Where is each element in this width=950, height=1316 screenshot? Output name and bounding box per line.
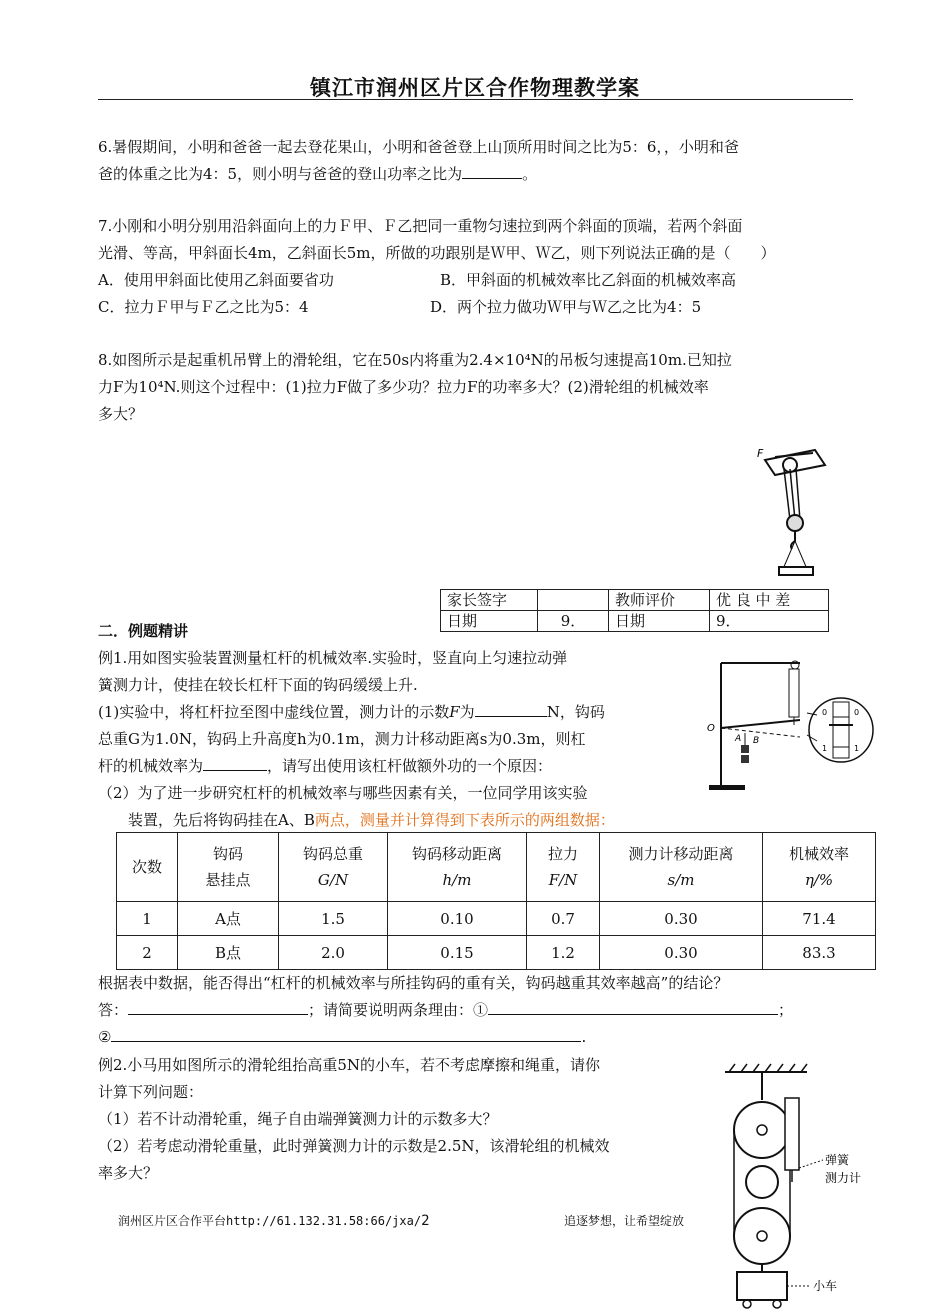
example-1-conclusion: [98, 970, 858, 1051]
lever-a-label: A: [735, 734, 742, 744]
table-cell: 71.4: [763, 902, 876, 936]
question-6: [98, 134, 858, 188]
table-cell: B点: [178, 936, 279, 970]
q6-line1: 6.暑假期间，小明和爸爸一起去登花果山，小明和爸爸登上山顶所用时间之比为5：6，，小明和爸: [98, 138, 739, 156]
table-cell: 0.30: [600, 902, 763, 936]
q7-option-b[interactable]: B．甲斜面的机械效率比乙斜面的机械效率高: [440, 271, 737, 289]
header-cell: 钩码总重 G/N: [279, 833, 388, 902]
q8-line1: 8.如图所示是起重机吊臂上的滑轮组，它在50s内将重为2.4×10⁴N的吊板匀速提高10m.已知拉: [98, 351, 732, 369]
ex1-line3: (1)实验中，将杠杆拉至图中虚线位置，测力计的示数F为 N，钩码: [98, 699, 698, 726]
lever-apparatus-figure: [705, 655, 875, 795]
date-value[interactable]: 9．: [538, 611, 609, 632]
table-cell: A点: [178, 902, 279, 936]
ex1-reason2-line: ② .: [98, 1024, 858, 1051]
header-cell: 拉力 F/N: [527, 833, 600, 902]
date-label: 日期: [441, 611, 538, 632]
ex2-line1: 例2.小马用如图所示的滑轮组抬高重5N的小车，若不考虑摩擦和绳重，请你: [98, 1056, 600, 1074]
parent-sign-field[interactable]: [538, 590, 609, 611]
section-2-heading: 二．例题精讲: [98, 622, 189, 640]
question-8: [98, 347, 858, 428]
ex1-var-f: F: [449, 703, 460, 721]
table-cell: 1.5: [279, 902, 388, 936]
q8-line3: 多大？: [98, 405, 144, 423]
tick-1-left: 1: [822, 744, 828, 753]
table-cell: 1.2: [527, 936, 600, 970]
table-cell: 83.3: [763, 936, 876, 970]
ex2-line2: 计算下列问题：: [98, 1083, 204, 1101]
q6-line2: [98, 161, 858, 188]
ex1-line4: 总重G为1.0N，钩码上升高度h为0.1m，测力计移动距离s为0.3m，则杠: [98, 730, 586, 748]
table-cell: 0.10: [388, 902, 527, 936]
q7-line1: 7.小刚和小明分别用沿斜面向上的力Ｆ甲、Ｆ乙把同一重物匀速拉到两个斜面的顶端，若两个斜面: [98, 217, 743, 235]
ex1-line5: 杆的机械效率为 ，请写出使用该杠杆做额外功的一个原因：: [98, 753, 698, 780]
q8-line2: 力F为10⁴N.则这个过程中：(1)拉力F做了多少功？拉力F的功率多大？(2)滑轮组的机械效率: [98, 378, 709, 396]
q7-option-d[interactable]: D．两个拉力做功Ｗ甲与Ｗ乙之比为4：5: [430, 298, 702, 316]
table-cell: 0.15: [388, 936, 527, 970]
footer-right: 追逐梦想，让希望绽放: [564, 1214, 685, 1228]
ex1-answer-blank[interactable]: [128, 998, 308, 1015]
question-7: [98, 213, 858, 321]
tick-1-right: 1: [854, 744, 860, 753]
date-value-2[interactable]: 9．: [710, 611, 829, 632]
header-cell: 机械效率 η/%: [763, 833, 876, 902]
tick-0-left: 0: [822, 708, 828, 717]
ex1-line1: 例1.用如图实验装置测量杠杆的机械效率.实验时，竖直向上匀速拉动弹: [98, 649, 568, 667]
ex1-line7: 装置，先后将钩码挂在A、B两点，测量并计算得到下表所示的两组数据：: [128, 811, 615, 829]
table-cell: 2: [117, 936, 178, 970]
q7-option-a[interactable]: A．使用甲斜面比使用乙斜面要省功: [98, 271, 334, 289]
date-label-2: 日期: [609, 611, 710, 632]
ex1-efficiency-blank[interactable]: [203, 754, 267, 771]
lever-b-label: B: [753, 736, 760, 746]
table-header-row: [117, 833, 876, 902]
ex2-line5: 率多大？: [98, 1164, 159, 1182]
ex1-answer-line: 答： ；请简要说明两条理由：① ；: [98, 997, 858, 1024]
table-row: [117, 902, 876, 936]
table-cell: 1: [117, 902, 178, 936]
pulley-cart-figure: [715, 1060, 895, 1312]
tick-0-right: 0: [854, 708, 860, 717]
ex1-line2: 簧测力计，使挂在较长杠杆下面的钩码缓缓上升.: [98, 676, 418, 694]
header-cell: 钩码 悬挂点: [178, 833, 279, 902]
table-cell: 0.30: [600, 936, 763, 970]
ex1-force-blank[interactable]: [475, 700, 547, 717]
table-row: [117, 936, 876, 970]
q7-options-cd: [98, 294, 858, 321]
example-2: [98, 1052, 713, 1187]
table-cell: 0.7: [527, 902, 600, 936]
ex1-line6: （2）为了进一步研究杠杆的机械效率与哪些因素有关，一位同学用该实验: [98, 784, 588, 802]
lever-o-label: O: [707, 723, 715, 734]
header-cell: 测力计移动距离 s/m: [600, 833, 763, 902]
q7-option-c[interactable]: C．拉力Ｆ甲与Ｆ乙之比为5：4: [98, 298, 309, 316]
crane-f-label: F: [757, 447, 764, 460]
ex2-line3: （1）若不计动滑轮重，绳子自由端弹簧测力计的示数多大？: [98, 1110, 498, 1128]
cart-label: 小车: [813, 1279, 838, 1293]
ex1-reason1-blank[interactable]: [488, 998, 778, 1015]
q6-text2: 爸的体重之比为4：5，则小明与爸爸的登山功率之比为: [98, 165, 463, 183]
header-cell: 次数: [117, 833, 178, 902]
spring-label-2: 测力计: [825, 1171, 862, 1185]
crane-pulley-figure: [755, 445, 835, 580]
q6-answer-blank[interactable]: [462, 162, 522, 179]
q7-line2: 光滑、等高，甲斜面长4m，乙斜面长5m，所做的功跟别是Ｗ甲、Ｗ乙，则下列说法正确的是（ ）: [98, 244, 776, 262]
header-cell: 钩码移动距离 h/m: [388, 833, 527, 902]
ex1-reason2-blank[interactable]: [111, 1025, 581, 1042]
ex2-line4: （2）若考虑动滑轮重量，此时弹簧测力计的示数是2.5N，该滑轮组的机械效: [98, 1137, 610, 1155]
grades-cell: 优 良 中 差: [710, 590, 829, 611]
page-title: 镇江市润州区片区合作物理教学案: [310, 75, 640, 100]
example-1: [98, 645, 698, 834]
title-rule: [98, 99, 853, 100]
q6-end: 。: [522, 165, 538, 183]
lever-data-table: [116, 832, 876, 970]
footer-left: 润州区片区合作平台http://61.132.31.58:66/jxa/2: [118, 1213, 430, 1229]
teacher-eval-label: 教师评价: [609, 590, 710, 611]
table-cell: 2.0: [279, 936, 388, 970]
spring-label-1: 弹簧: [825, 1153, 850, 1167]
ex1-conclusion-question: 根据表中数据，能否得出“杠杆的机械效率与所挂钩码的重有关，钩码越重其效率越高”的结论？: [98, 974, 729, 992]
q7-options-ab: [98, 267, 858, 294]
parent-sign-label: 家长签字: [441, 590, 538, 611]
page-number: 2: [421, 1213, 430, 1229]
